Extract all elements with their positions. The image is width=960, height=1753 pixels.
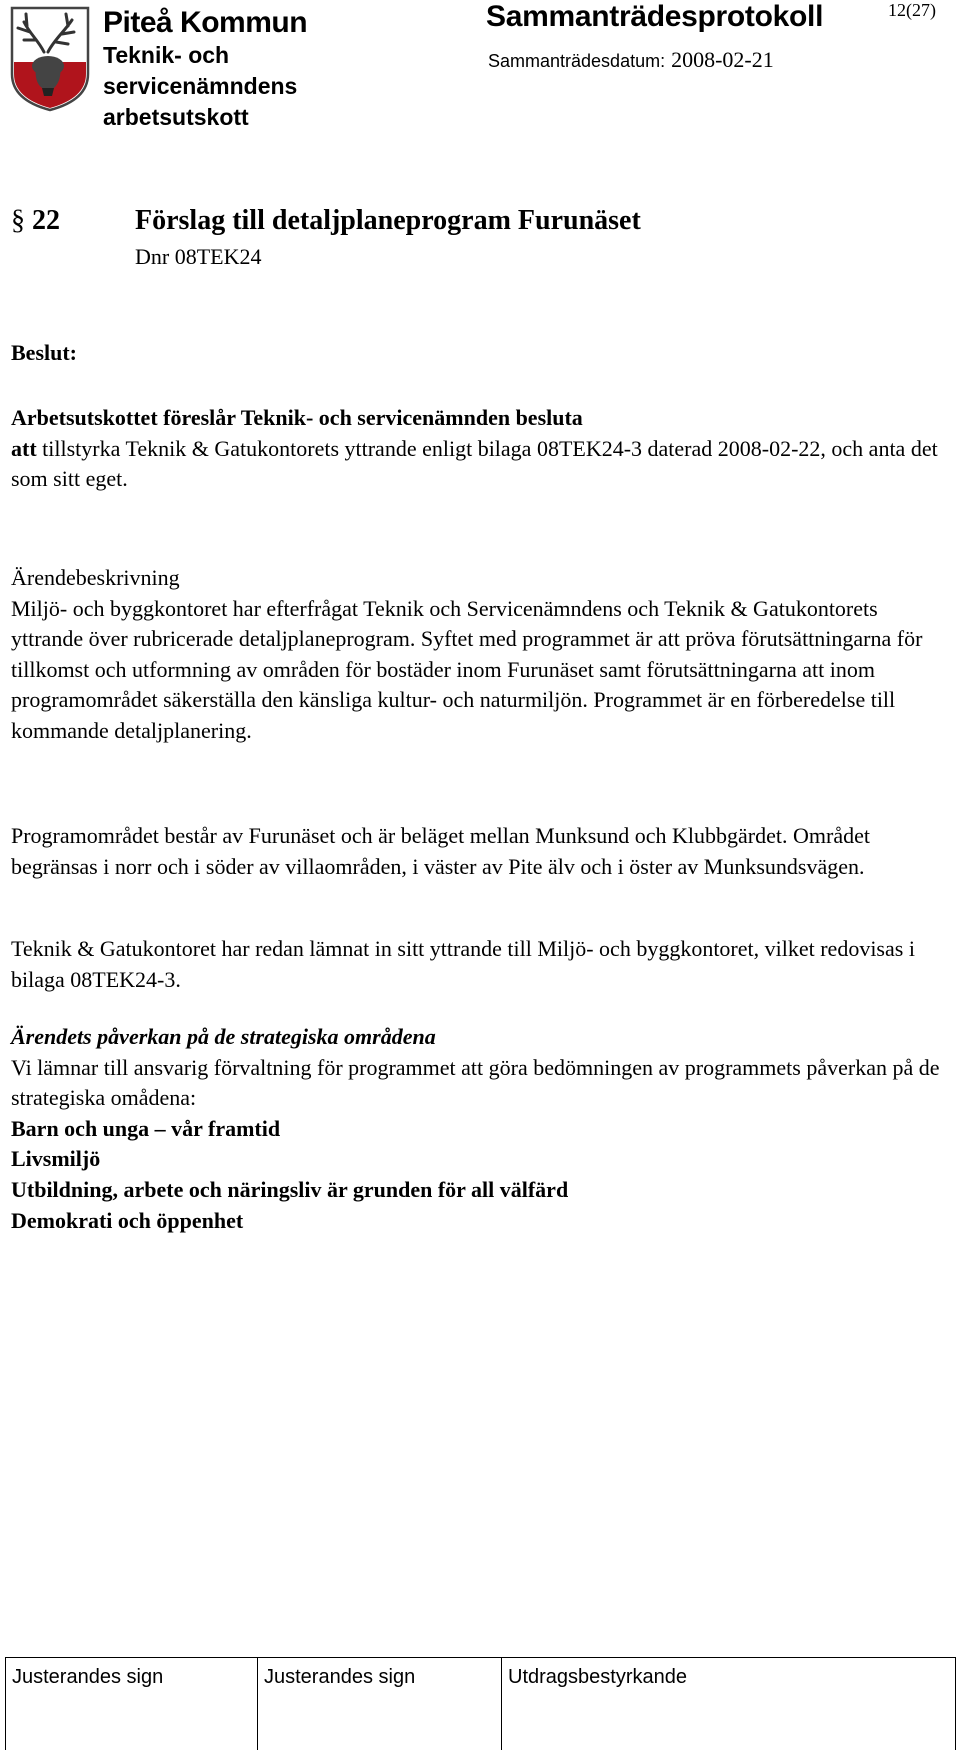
org-department [103,40,297,133]
beslut-att-word: att [11,435,37,461]
section-symbol: § [11,205,25,236]
paverkan-text: Vi lämnar till ansvarig förvaltning för programmet att göra bedömningen av programmets påverkan på de strategiska omådena: [11,1054,940,1111]
signature-cell: Utdragsbestyrkande [502,1658,956,1751]
beslut-block [11,403,951,495]
strategic-area-item: Utbildning, arbete och näringsliv är grunden för all välfärd [11,1176,569,1202]
page-number: 12(27) [888,0,936,20]
beslut-lead: Arbetsutskottet föreslår Teknik- och servicenämnden besluta [11,405,583,430]
section-title: Förslag till detaljplaneprogram Furunäset [135,205,641,236]
meeting-date [488,47,774,73]
strategic-area-item: Barn och unga – vår framtid [11,1115,281,1141]
beslut-heading: Beslut: [11,340,77,365]
strategic-area-item: Livsmiljö [11,1146,101,1172]
org-department-line: Teknik- och [103,42,230,68]
strategic-area-item: Demokrati och öppenhet [11,1207,244,1233]
body-paragraph: Teknik & Gatukontoret har redan lämnat in sitt yttrande till Miljö- och byggkontoret, vilket redovisas i bilaga 08TEK24-3. [11,936,915,992]
beslut-body: tillstyrka Teknik & Gatukontorets yttrande enligt bilaga 08TEK24-3 daterad 2008-02-22, och anta det som sitt eget. [11,435,938,492]
signature-cell: Justerandes sign [6,1658,258,1751]
signature-cell: Justerandes sign [258,1658,502,1751]
section-dnr: Dnr 08TEK24 [135,244,262,269]
arendebeskrivning-block [11,563,951,747]
org-department-line: servicenämndens [103,73,298,99]
body-paragraph: Programområdet består av Furunäset och är beläget mellan Munksund och Klubbgärdet. Området begränsas i norr och i söder av villaområden, i väster av Pite älv och i öster av Munksundsvägen. [11,823,870,879]
meeting-date-label: Sammanträdesdatum: [488,51,666,71]
meeting-date-value: 2008-02-21 [671,47,774,72]
arendebeskrivning-text: Miljö- och byggkontoret har efterfrågat Teknik och Servicenämndens och Teknik & Gatukontorets yttrande över rubricerade detaljplaneprogram. Syftet med programmet är att pröva förutsättningarna för tillkomst och utformning av områden för bostäder inom Furunäset samt förutsättningarna att inom programområdet säkerställa den känsliga kultur- och naturmiljön. Programmet är en förberedelse till kommande detaljplanering. [11,595,923,743]
signature-table [5,1657,956,1750]
reindeer-crest-icon [8,4,92,112]
section-number: 22 [32,205,60,236]
org-name: Piteå Kommun [103,6,308,39]
paverkan-heading: Ärendets påverkan på de strategiska områdena [11,1024,436,1049]
document-type: Sammanträdesprotokoll [486,0,824,33]
paverkan-block [11,1022,951,1236]
arendebeskrivning-heading: Ärendebeskrivning [11,565,180,590]
org-department-line: arbetsutskott [103,104,249,130]
beslut-text [11,434,951,495]
